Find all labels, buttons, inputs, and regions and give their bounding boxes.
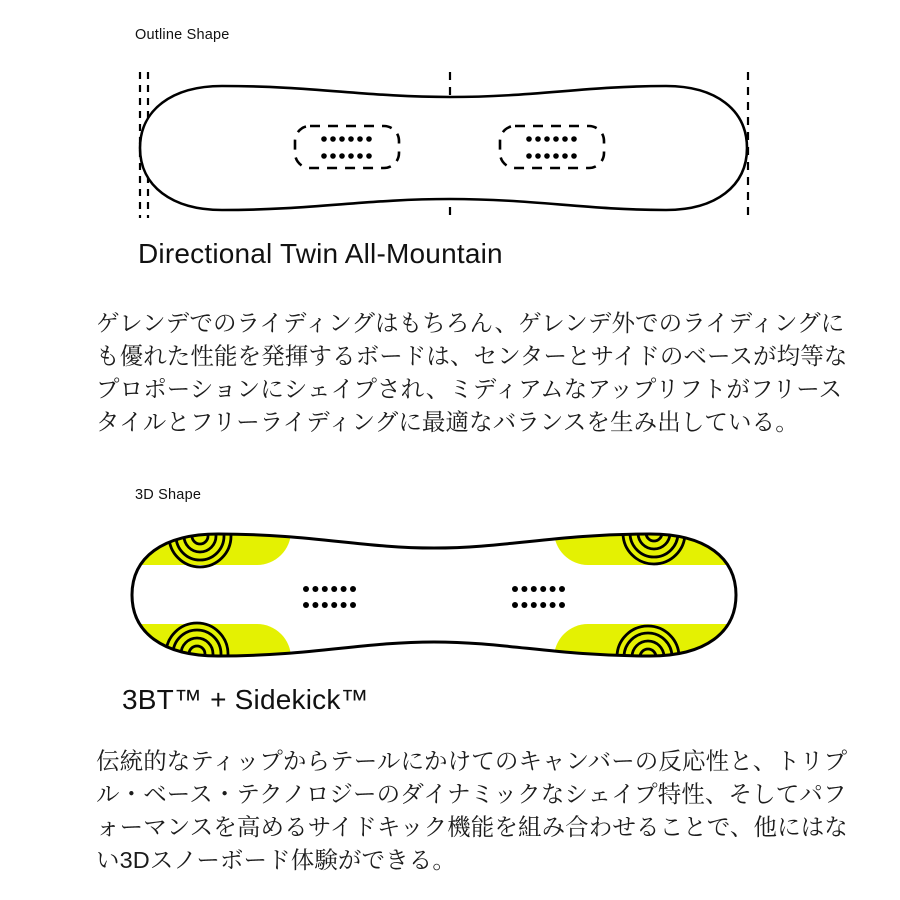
tail-top-yellow-zone — [554, 520, 742, 565]
description-line: も優れた性能を発揮するボードは、センターとサイドのベースが均等な — [96, 343, 848, 369]
description-line: ゲレンデでのライディングはもちろん、ゲレンデ外でのライディングに — [96, 310, 845, 336]
snowboard-outline-drawing — [118, 60, 782, 222]
3d-shape-description — [96, 745, 848, 877]
nose-bottom-yellow-zone — [126, 624, 291, 668]
description-line: タイルとフリーライディングに最適なバランスを生み出している。 — [96, 409, 799, 435]
3d-shape-heading: 3BT™ + Sidekick™ — [122, 684, 369, 715]
outline-shape-description — [96, 307, 847, 439]
description-line: い3Dスノーボード体験ができる。 — [96, 847, 456, 873]
board-outline-path — [140, 86, 747, 210]
nose-top-contours — [169, 520, 231, 567]
description-line: ル・ベース・テクノロジーのダイナミックなシェイプ特性、そしてパフ — [96, 781, 847, 807]
outline-shape-heading: Directional Twin All-Mountain — [138, 238, 503, 269]
description-line: 伝統的なティップからテールにかけてのキャンバーの反応性と、トリプ — [96, 748, 848, 774]
snowboard-3d-drawing — [126, 520, 742, 668]
outline-shape-label: Outline Shape — [135, 27, 230, 43]
outline-shape-diagram — [118, 60, 782, 222]
description-line: プロポーションにシェイプされ、ミディアムなアップリフトがフリース — [96, 376, 843, 402]
3d-shape-diagram — [126, 520, 742, 668]
3d-shape-label: 3D Shape — [135, 487, 202, 503]
tail-bottom-yellow-zone — [554, 624, 742, 668]
description-line: ォーマンスを高めるサイドキック機能を組み合わせることで、他にはな — [96, 814, 848, 840]
